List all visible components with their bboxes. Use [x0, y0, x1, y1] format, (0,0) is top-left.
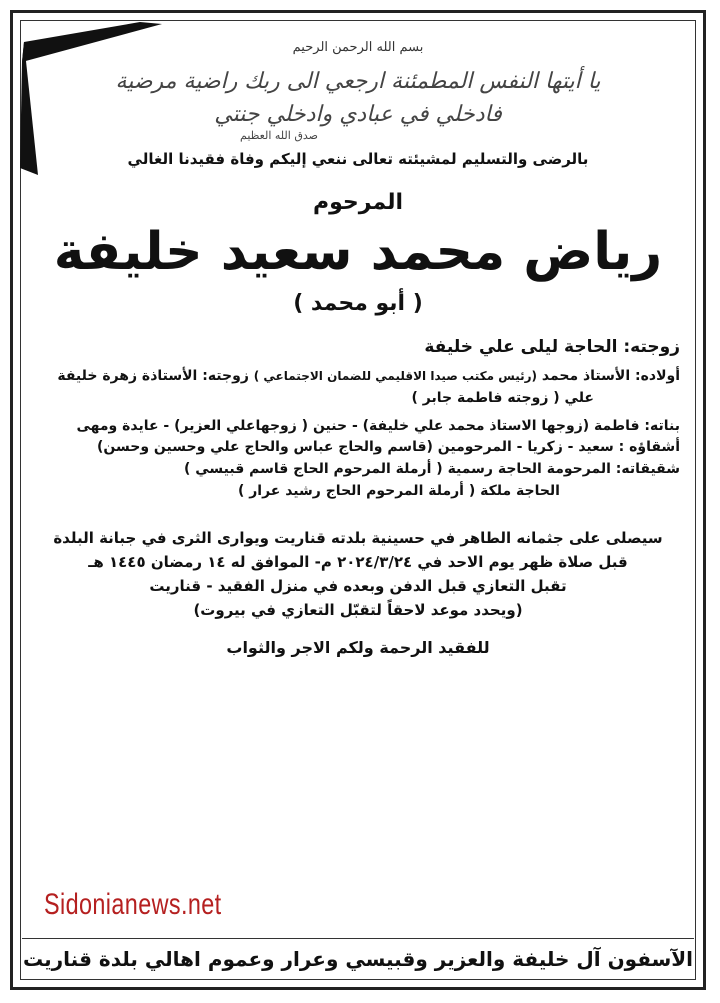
intro-line: بالرضى والتسليم لمشيئته تعالى ننعي إليكم وفاة فقيدنا الغالي — [127, 150, 589, 168]
sons-lead: أولاده: الأستاذ محمد — [541, 368, 680, 385]
funeral-line-2: قبل صلاة ظهر يوم الاحد في ٢٠٢٤/٣/٢٤ م- الموافق له ١٤ رمضان ١٤٤٥ هـ — [88, 553, 628, 572]
daughters-line: بناته: فاطمة (زوجها الاستاذ محمد علي خليفة) - حنين ( زوجهاعلي العزير) - عايدة ومهى — [76, 417, 680, 434]
sons-tail: زوجته: الأستاذة زهرة خليفة — [57, 368, 249, 385]
funeral-line-3: تقبل التعازي قبل الدفن وبعده في منزل الفقيد - قناريت — [149, 577, 567, 596]
deceased-name: رياض محمد سعيد خليفة — [53, 222, 663, 282]
funeral-details — [22, 526, 694, 622]
family-section — [22, 334, 694, 502]
verse-line-1: يا أيتها النفس المطمئنة ارجعي الى ربك راضية مرضية — [115, 69, 601, 94]
deceased-title: المرحوم — [312, 190, 403, 215]
obituary-page — [22, 22, 694, 657]
mourners-line: الآسفون آل خليفة والعزير وقبيسي وعرار وعموم اهالي بلدة قناريت — [22, 947, 694, 971]
wife-line: زوجته: الحاجة ليلى علي خليفة — [424, 336, 680, 357]
sisters-line-1: شقيقاته: المرحومة الحاجة رسمية ( أرملة المرحوم الحاج قاسم قبيسي ) — [183, 460, 680, 477]
quran-verse — [22, 65, 694, 131]
brothers-line: أشقاؤه : سعيد - زكريا - المرحومين (قاسم والحاج عباس والحاج علي وحسين وحسن) — [97, 439, 680, 456]
sons-line-1 — [38, 366, 680, 388]
site-watermark: Sidonianews.net — [44, 888, 222, 921]
sisters-line-2: الحاجة ملكة ( أرملة المرحوم الحاج رشيد عرار ) — [237, 482, 560, 499]
basmala: بسم الله الرحمن الرحيم — [292, 40, 424, 55]
mourners-box — [22, 938, 694, 985]
sons-note: (رئيس مكتب صيدا الاقليمي للضمان الاجتماعي ) — [253, 369, 538, 384]
funeral-line-1: سيصلى على جثمانه الطاهر في حسينية بلدته قناريت ويوارى الثرى في جبانة البلدة — [53, 529, 663, 548]
funeral-line-4: (ويحدد موعد لاحقاً لتقبّل التعازي في بيروت) — [193, 601, 523, 620]
sadaqa-allah: صدق الله العظيم — [240, 129, 318, 142]
verse-line-2: فادخلي في عبادي وادخلي جنتي — [214, 102, 502, 127]
deceased-kunya: ( أبو محمد ) — [293, 290, 423, 316]
closing-line: للفقيد الرحمة ولكم الاجر والثواب — [226, 638, 490, 658]
sons-line-2: علي ( زوجته فاطمة جابر ) — [411, 389, 594, 406]
